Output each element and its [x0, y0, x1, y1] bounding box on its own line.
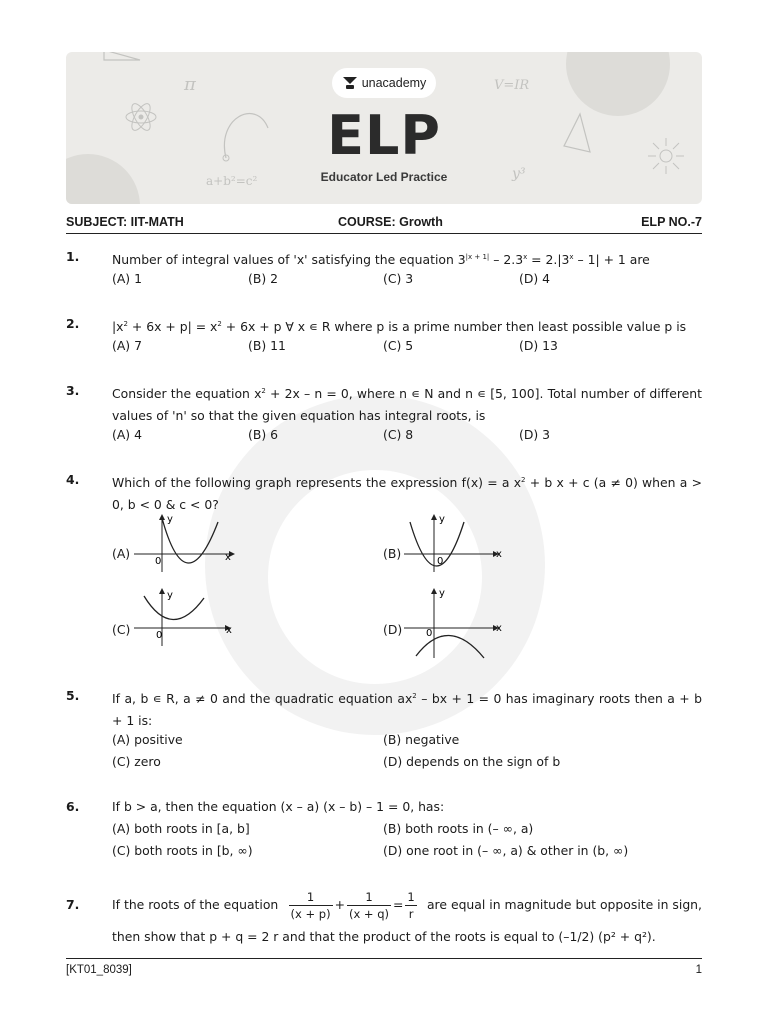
graph-d [404, 584, 514, 660]
question-number: 1. [66, 249, 80, 264]
question-text: Consider the equation $x^2 + 2x - n = 0$, where n ∊ N and n ∊ [5, 100]. Total number of different values of 'n' so that the given equation has integral roots, is [112, 386, 702, 423]
origin-label: 0 [156, 630, 163, 641]
question-7 [66, 886, 702, 948]
document-code: [KT01_8039] [66, 964, 132, 976]
axis-label-x: x [496, 549, 502, 560]
option-d: (D) one root in (– ∞, a) & other in (b, ∞) [383, 843, 629, 858]
option-a: (A) positive [112, 732, 183, 747]
graph-label-a: (A) [112, 546, 131, 561]
graph-c [134, 584, 244, 648]
graph-b [404, 510, 514, 574]
elp-number: ELP NO.-7 [641, 215, 702, 229]
axis-label-x: x [225, 552, 231, 563]
header-banner [66, 52, 702, 204]
decor-triangle-icon [102, 52, 142, 64]
decor-y-cube: y³ [512, 166, 526, 182]
page-number: 1 [695, 964, 702, 976]
brand-name: unacademy [361, 76, 427, 90]
axis-label-y: y [167, 514, 173, 525]
fraction-1: $\frac{1}{(x + p)}$ [290, 889, 331, 921]
option-d: (D) 13 [519, 338, 558, 353]
question-number: 6. [66, 799, 80, 814]
question-1 [66, 246, 702, 290]
question-number: 5. [66, 688, 80, 703]
question-5 [66, 685, 702, 773]
option-a: (A) 4 [112, 427, 142, 442]
axis-label-y: y [439, 514, 445, 525]
decor-pi: π [184, 74, 196, 95]
option-b: (B) 11 [248, 338, 286, 353]
question-text: $|x^2 + 6x + p| = x^2 + 6x + p$ ∀ x ∊ R where p is a prime number then least possible value p is [112, 319, 687, 334]
option-c: (C) both roots in [b, ∞) [112, 843, 253, 858]
option-c: (C) 3 [383, 271, 414, 286]
option-b: (B) both roots in (– ∞, a) [383, 821, 534, 836]
decor-vir: V=IR [494, 78, 530, 93]
page-footer [66, 958, 702, 976]
graph-label-c: (C) [112, 622, 131, 637]
option-b: (B) 2 [248, 271, 278, 286]
course-label: COURSE: Growth [338, 215, 443, 229]
unacademy-logo-icon [342, 76, 358, 90]
page-title: ELP [327, 104, 441, 167]
option-c: (C) zero [112, 754, 161, 769]
axis-label-y: y [439, 588, 445, 599]
axis-label-y: y [167, 590, 173, 601]
origin-label: 0 [437, 556, 444, 567]
question-text: Which of the following graph represents the expression f(x) = a $x^2 + b$ x + c (a ≠ 0) when a > 0, b < 0 & c < 0? [112, 475, 702, 512]
option-a: (A) both roots in [a, b] [112, 821, 250, 836]
option-d: (D) 3 [519, 427, 551, 442]
question-3 [66, 380, 702, 446]
meta-bar [66, 214, 702, 234]
question-number: 2. [66, 316, 80, 331]
fraction-3: $\frac{1}{r}$ [407, 889, 415, 921]
origin-label: 0 [155, 556, 162, 567]
decor-equation: a+b²=c² [206, 174, 258, 188]
page-subtitle: Educator Led Practice [320, 170, 448, 184]
option-d: (D) depends on the sign of b [383, 754, 561, 769]
graph-a [134, 510, 244, 574]
question-number: 3. [66, 383, 80, 398]
graph-label-d: (D) [383, 622, 403, 637]
question-2 [66, 313, 702, 357]
option-a: (A) 7 [112, 338, 142, 353]
option-b: (B) negative [383, 732, 460, 747]
question-text-line-2: then show that p + q = 2 r and that the product of the roots is equal to (–1/2) (p² + q²). [112, 929, 656, 944]
origin-label: 0 [426, 628, 433, 639]
option-c: (C) 8 [383, 427, 414, 442]
axis-label-x: x [226, 625, 232, 636]
question-6 [66, 796, 702, 862]
option-b: (B) 6 [248, 427, 278, 442]
question-text: Number of integral values of 'x' satisfying the equation $3^{|x + 1|} - 2.3^x = 2.|3^x - 1| + 1$ are [112, 252, 650, 267]
subject-label: SUBJECT: IIT-MATH [66, 215, 184, 229]
fraction-2: $\frac{1}{(x + q)}$ [348, 889, 389, 921]
axis-label-x: x [496, 623, 502, 634]
question-text: If the roots of the equation $\frac{1}{(x + p)}$ + $\frac{1}{(x + q)}$ = $\frac{1}{r}$ are equal in magnitude but opposite in sign, then show that p + q = 2 r and that the product of the roots is equal to (–1/2) (p² + q²). [112, 886, 702, 948]
graph-label-b: (B) [383, 546, 402, 561]
question-number: 7. [66, 897, 80, 912]
option-a: (A) 1 [112, 271, 142, 286]
question-text: If a, b ∊ R, a ≠ 0 and the quadratic equation $ax^2$ – bx + 1 = 0 has imaginary roots then a + b + 1 is: [112, 691, 703, 728]
brand-logo [332, 68, 436, 98]
option-d: (D) 4 [519, 271, 551, 286]
option-c: (C) 5 [383, 338, 414, 353]
question-number: 4. [66, 472, 80, 487]
question-text: If b > a, then the equation (x – a) (x – b) – 1 = 0, has: [112, 799, 445, 814]
